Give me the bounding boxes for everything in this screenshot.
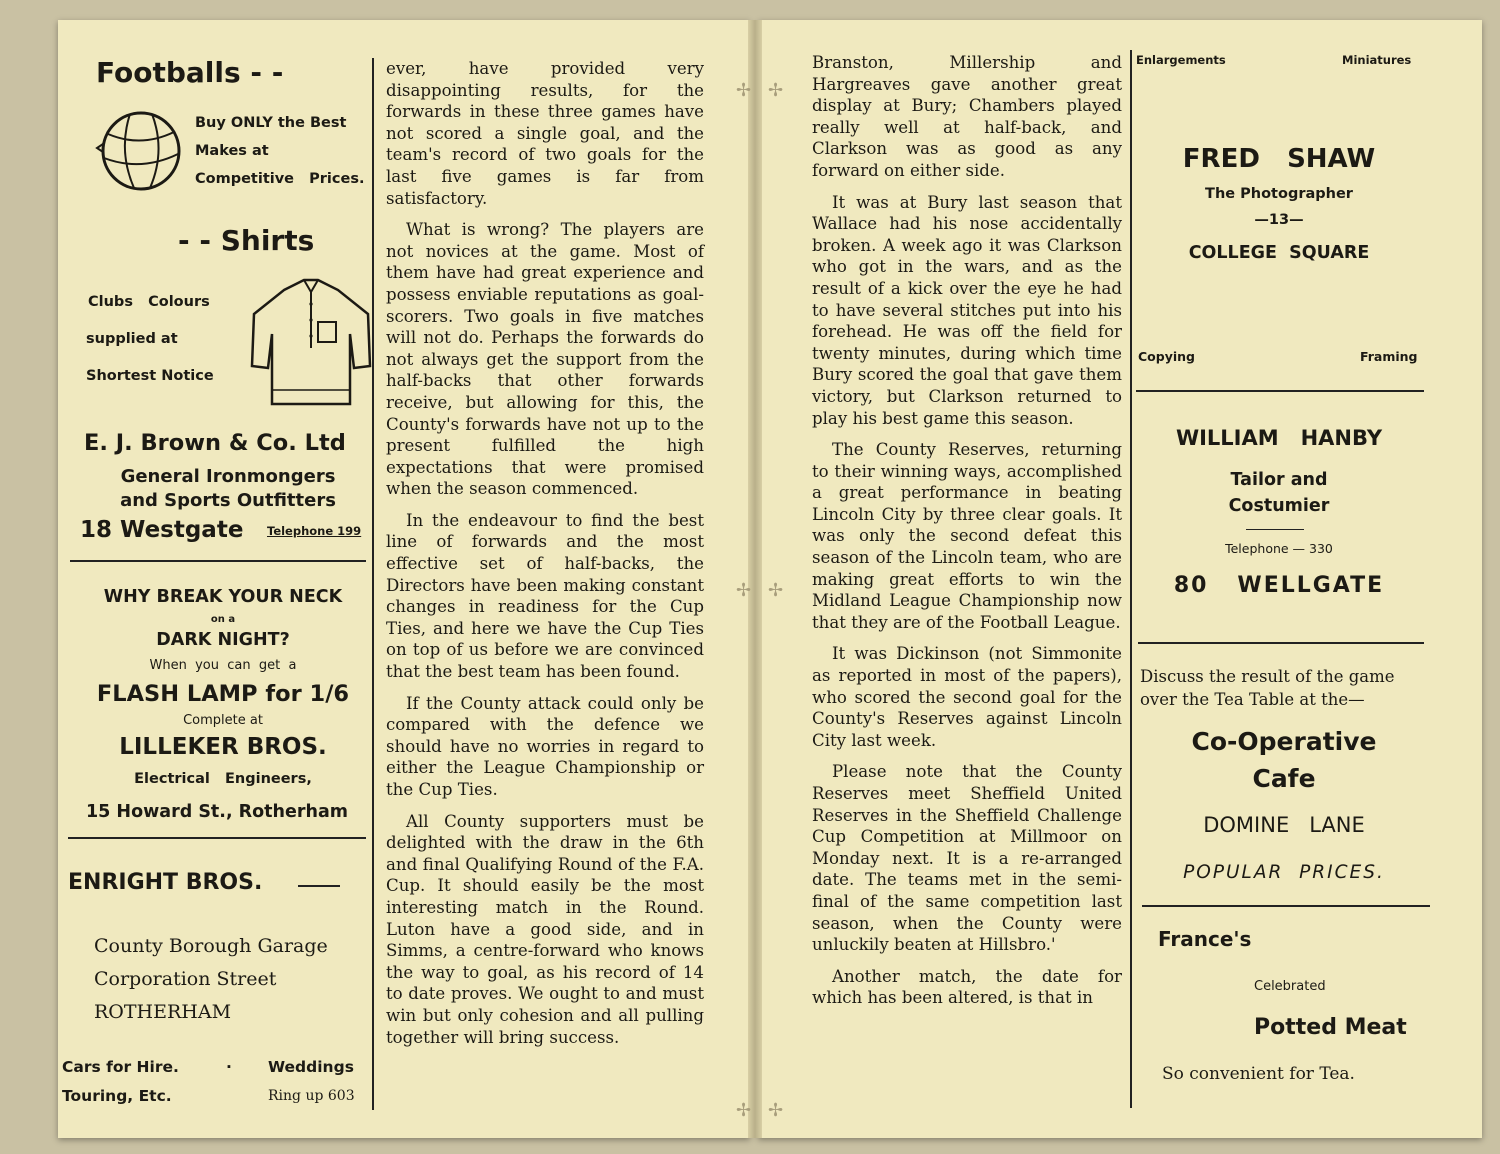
footballs-line3: Competitive Prices. xyxy=(195,171,365,187)
brown-telephone: Telephone 199 xyxy=(267,524,362,538)
brown-company: E. J. Brown & Co. Ltd xyxy=(84,430,346,456)
shaw-miniatures: Miniatures xyxy=(1342,53,1412,67)
shaw-name: FRED SHAW xyxy=(1182,144,1376,174)
france-product: Potted Meat xyxy=(1254,1015,1407,1040)
enright-line3: ROTHERHAM xyxy=(94,1001,232,1023)
lilleker-on-a: on a xyxy=(210,614,236,625)
hanby-name: WILLIAM HANBY xyxy=(1175,426,1383,450)
coop-name2: Cafe xyxy=(1252,764,1316,793)
coop-line2: over the Tea Table at the— xyxy=(1140,690,1365,709)
hanby-trade2: Costumier xyxy=(1228,496,1330,516)
enright-cars: Cars for Hire. xyxy=(62,1058,179,1076)
column-rule xyxy=(1130,50,1132,1108)
shaw-trade: The Photographer xyxy=(1205,186,1353,202)
paragraph: If the County attack could only be compared with the defence we should have no worries in regard to either the League Championship or the Cup Ties. xyxy=(386,693,704,799)
stitch-mark: ✢ xyxy=(768,580,784,601)
paragraph: It was at Bury last season that Wallace had his nose accidentally broken. A week ago it was Clarkson who got in the wars, and as the result of a kick over the eye he had to have several stitches put into his forehead. He was off the field for twenty minutes, during which time Bury scored the goal that gave them victory, but Clarkson returned to play his best game this season. xyxy=(812,192,1122,428)
enright-company: ENRIGHT BROS. xyxy=(68,870,263,895)
brown-address: 18 Westgate xyxy=(80,517,244,543)
footballs-title: Footballs - - xyxy=(96,56,284,89)
footballs-line1: Buy ONLY the Best xyxy=(195,115,347,131)
column-rule xyxy=(372,58,374,1110)
coop-prices: POPULAR PRICES. xyxy=(1183,862,1385,883)
stitch-mark: ✢ xyxy=(736,580,752,601)
shirt-icon xyxy=(246,276,376,412)
enright-touring: Touring, Etc. xyxy=(62,1087,172,1105)
shaw-number: —13— xyxy=(1254,212,1304,228)
stitch-mark: ✢ xyxy=(736,80,752,101)
paragraph: Branston, Millership and Hargreaves gave another great display at Bury; Chambers played really well at half-back, and Clarkson was as good as any forward on either side. xyxy=(812,53,1122,180)
france-name: France's xyxy=(1158,927,1252,951)
stitch-mark: ✢ xyxy=(768,1100,784,1121)
stitch-mark: ✢ xyxy=(768,80,784,101)
paragraph: All County supporters must be delighted with the draw in the 6th and final Qualifying Round of the F.A. Cup. It should easily be the most interesting match in the Round. Luton have a good side, and in Simms, a centre-forward who knows the way to goal, as his record of 14 to date proves. We ought to and must win but only cohesion and all pulling together will bring success. xyxy=(386,811,704,1047)
paragraph: What is wrong? The players are not novices at the game. Most of them have had great experience and possess enviable reputations as goal-scorers. Two goals in five matches will not do. Perhaps the forwards do not always get the support from the half-backs that other forwards receive, but allowing for this, the County's forwards have not up to the present fulfilled the high expectations that were promised when the season commenced. xyxy=(386,220,704,499)
supplied-at: supplied at xyxy=(86,331,178,347)
shaw-copying: Copying xyxy=(1138,349,1195,364)
rule xyxy=(298,885,340,887)
paragraph: In the endeavour to find the best line of forwards and the most effective set of half-backs, the Directors have been making constant changes in readiness for the Cup Ties, and here we have the Cup Ties on top of us before we are convinced that the best team has been found. xyxy=(386,510,704,682)
divider xyxy=(1136,390,1424,392)
lilleker-when: When you can get a xyxy=(149,658,297,673)
brown-trade2: and Sports Outfitters xyxy=(120,490,336,511)
divider xyxy=(68,837,366,839)
brown-trade1: General Ironmongers xyxy=(120,466,336,487)
paragraph: Another match, the date for which has been altered, is that in xyxy=(812,966,1122,1008)
coop-line1: Discuss the result of the game xyxy=(1140,667,1395,686)
article-column-1 xyxy=(386,58,704,1058)
divider xyxy=(70,560,366,562)
lilleker-flash: FLASH LAMP for 1/6 xyxy=(96,681,350,707)
paragraph: It was Dickinson (not Simmonite as reported in most of the papers), who scored the second goal for the County's Reserves against Lincoln City last week. xyxy=(812,644,1122,750)
coop-address: DOMINE LANE xyxy=(1203,813,1365,837)
shirts-title: - - Shirts xyxy=(178,224,315,257)
enright-line2: Corporation Street xyxy=(94,968,277,990)
france-tagline: So convenient for Tea. xyxy=(1162,1064,1355,1084)
footballs-line2: Makes at xyxy=(195,143,269,159)
france-celebrated: Celebrated xyxy=(1254,979,1326,994)
paragraph: ever, have provided very disappointing results, for the forwards in these three games have not scored a single goal, and the team's record of two goals for the last five games is far from satisfactory. xyxy=(386,59,704,208)
enright-line1: County Borough Garage xyxy=(94,935,328,957)
divider xyxy=(1142,905,1430,907)
enright-ring: Ring up 603 xyxy=(268,1088,355,1104)
football-icon xyxy=(94,108,188,194)
lilleker-complete: Complete at xyxy=(183,713,263,728)
enright-weddings: Weddings xyxy=(268,1058,354,1076)
hanby-telephone: Telephone — 330 xyxy=(1225,541,1333,556)
rule xyxy=(1246,529,1304,530)
hanby-trade1: Tailor and xyxy=(1230,470,1328,490)
stitch-mark: ✢ xyxy=(736,1100,752,1121)
lilleker-dark: DARK NIGHT? xyxy=(156,630,290,650)
paragraph: The County Reserves, returning to their winning ways, accomplished a great performance in beating Lincoln City by three clear goals. It was only the second defeat this season of the Lincoln team, who are making great efforts to win the Midland League Championship now that they are of the Football League. xyxy=(812,440,1122,632)
divider xyxy=(1138,642,1424,644)
lilleker-trade: Electrical Engineers, xyxy=(134,771,312,787)
shaw-enlargements: Enlargements xyxy=(1136,53,1226,67)
hanby-address: 80 WELLGATE xyxy=(1173,573,1385,598)
paragraph: Please note that the County Reserves meet Sheffield United Reserves in the Sheffield Challenge Cup Competition at Millmoor on Monday next. It is a re-arranged date. The teams met in the semi-final of the same competition last season, when the County were unluckily beaten at Hillsbro.' xyxy=(812,762,1122,955)
lilleker-company: LILLEKER BROS. xyxy=(119,734,327,760)
clubs-colours: Clubs Colours xyxy=(88,294,210,310)
coop-name1: Co-Operative xyxy=(1191,727,1377,756)
enright-dot: · xyxy=(226,1058,232,1076)
shaw-address: COLLEGE SQUARE xyxy=(1188,243,1370,263)
article-column-2 xyxy=(812,52,1122,1019)
shaw-framing: Framing xyxy=(1360,349,1418,364)
lilleker-address: 15 Howard St., Rotherham xyxy=(85,802,349,822)
shortest-notice: Shortest Notice xyxy=(86,368,214,384)
spine xyxy=(748,20,762,1138)
lilleker-headline: WHY BREAK YOUR NECK xyxy=(103,587,343,607)
